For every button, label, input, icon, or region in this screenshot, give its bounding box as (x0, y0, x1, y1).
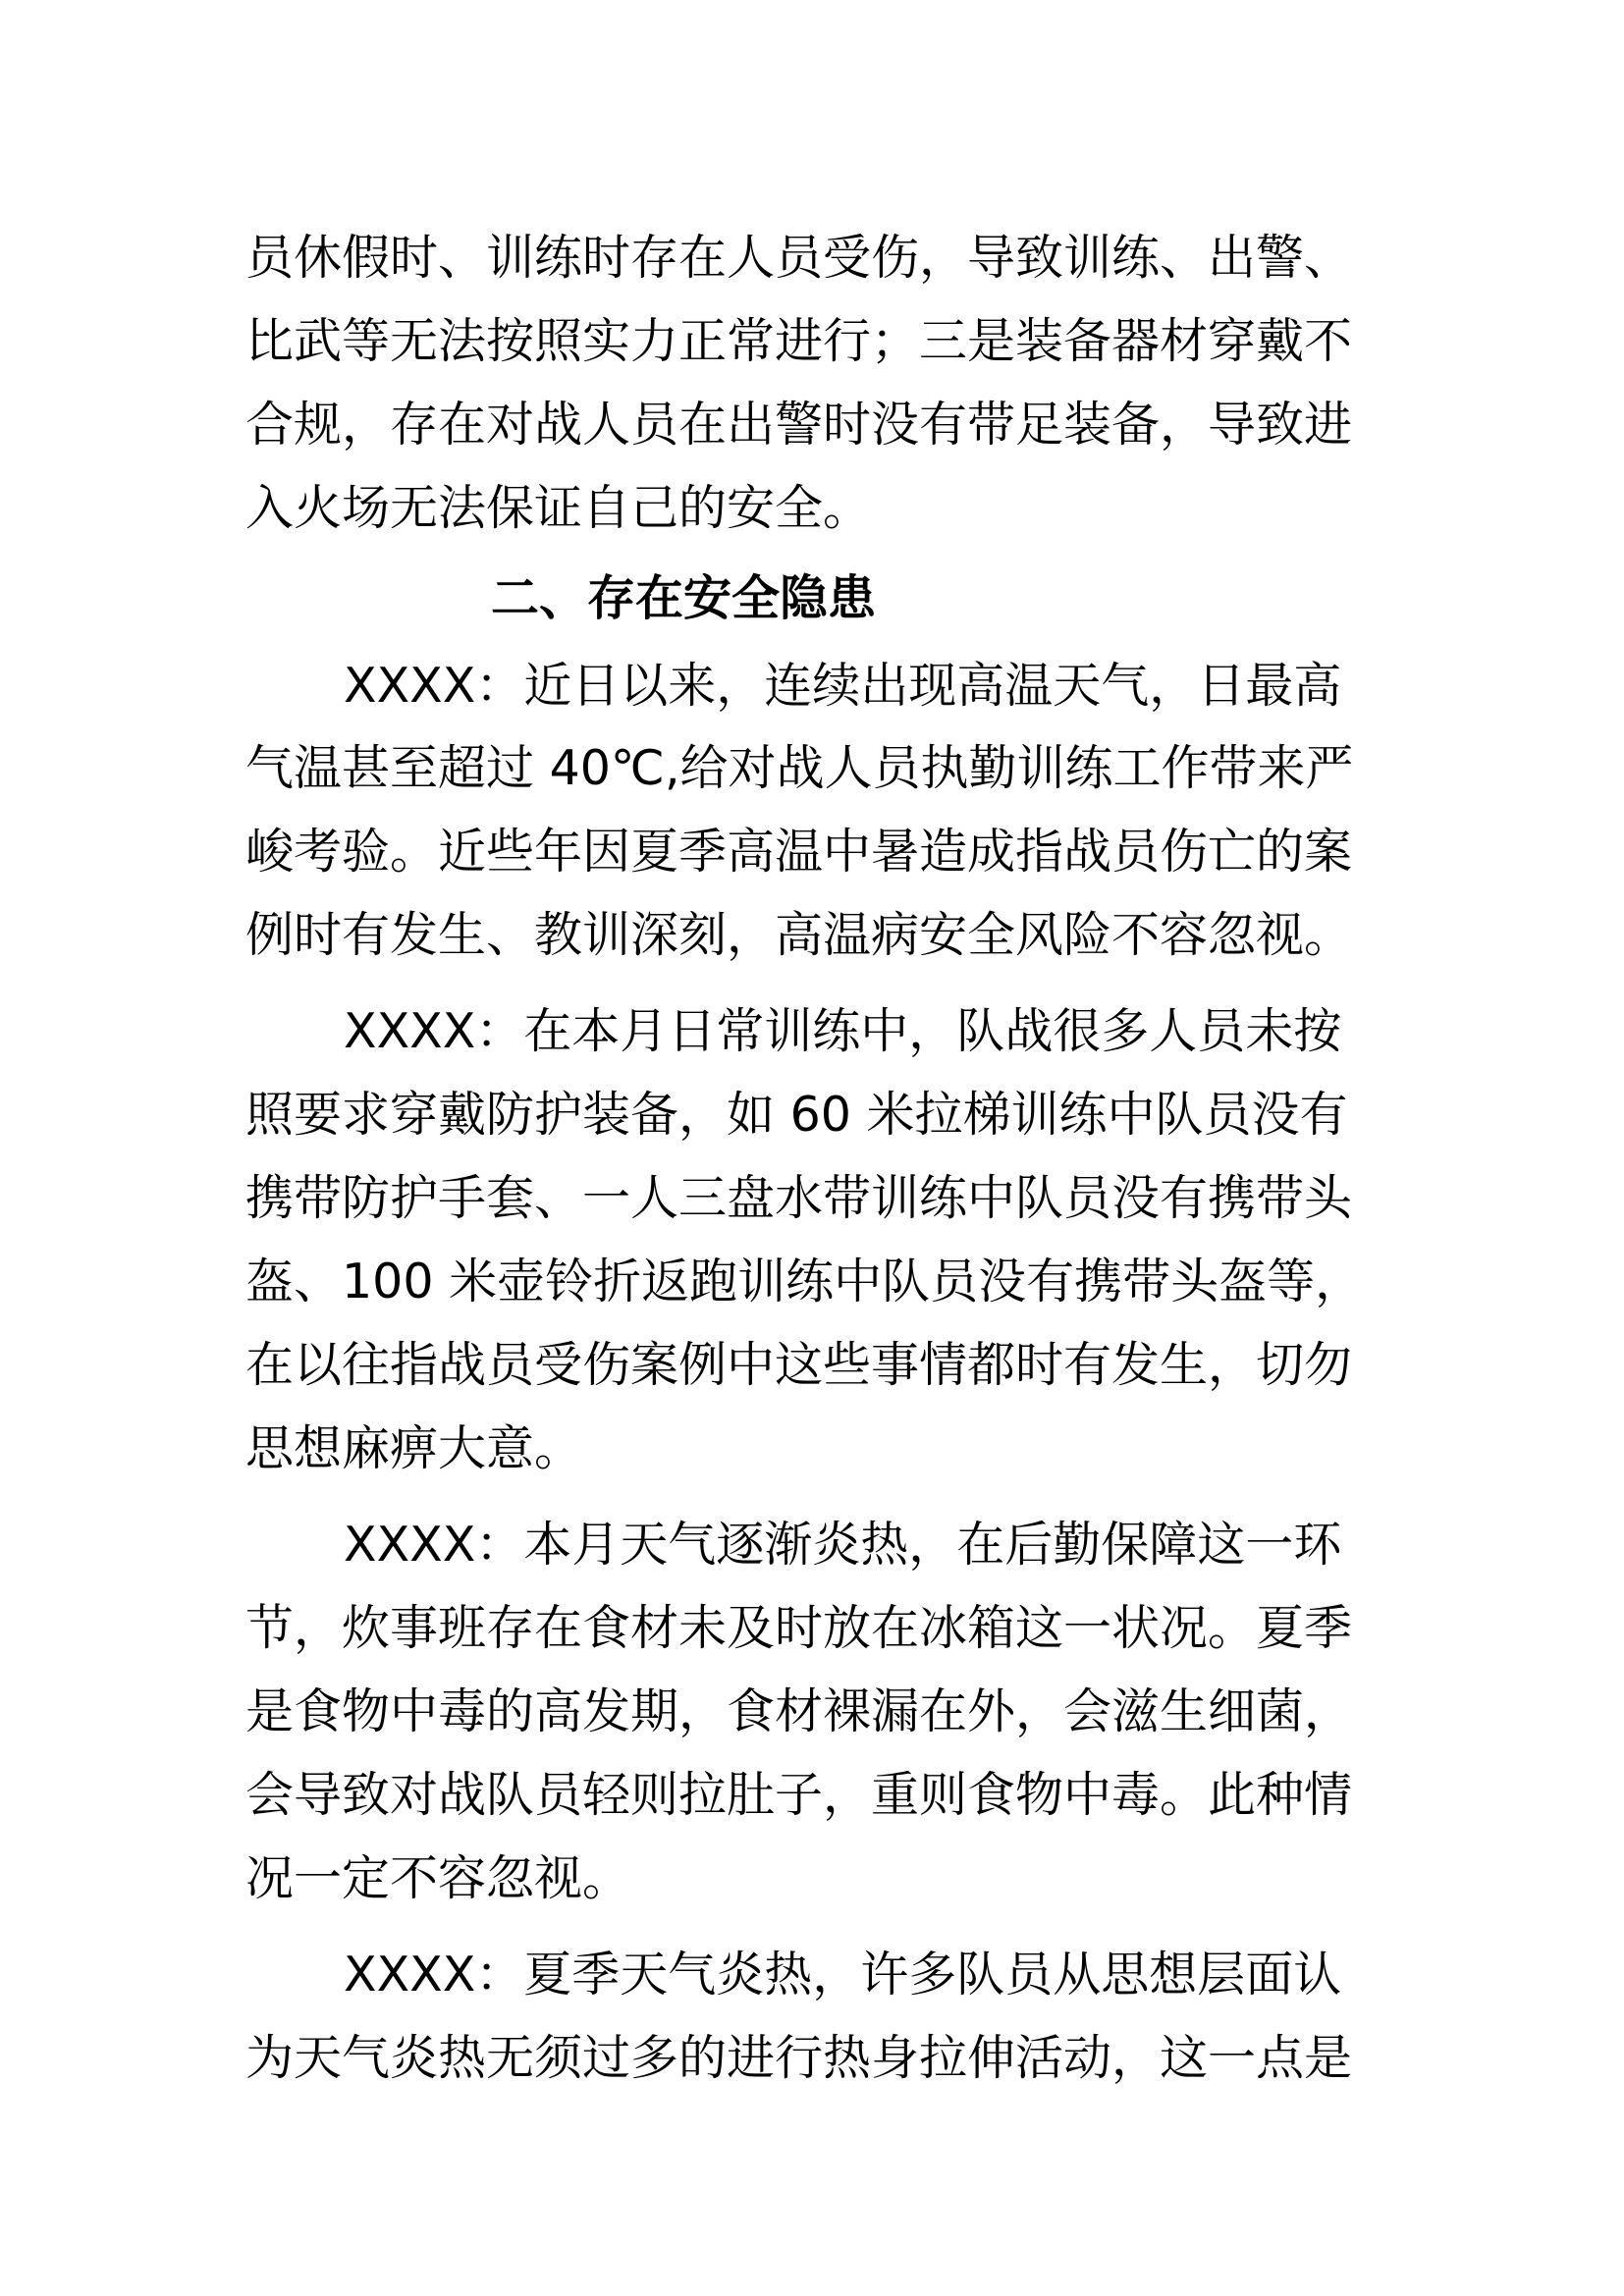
text-line: XXXX：在本月日常训练中，队战很多人员未按 (344, 1003, 1342, 1059)
text-line: 入火场无法保证自己的安全。 (245, 480, 872, 536)
text-line: 是食物中毒的高发期，食材裸漏在外，会滋生细菌， (245, 1683, 1353, 1739)
text-line: 会导致对战队员轻则拉肚子，重则食物中毒。此种情 (245, 1767, 1353, 1823)
text-line: 在以往指战员受伤案例中这些事情都时有发生，切勿 (245, 1337, 1353, 1393)
text-line: XXXX：夏季天气炎热，许多队员从思想层面认 (344, 1947, 1342, 2002)
text-line: 节，炊事班存在食材未及时放在冰箱这一状况。夏季 (245, 1600, 1353, 1656)
text-line: 比武等无法按照实力正常进行；三是装备器材穿戴不 (245, 313, 1353, 369)
section-heading: 二、存在安全隐患 (491, 570, 877, 626)
text-line: 思想麻痹大意。 (245, 1420, 583, 1476)
text-line: XXXX：本月天气逐渐炎热，在后勤保障这一环 (344, 1517, 1342, 1573)
text-line: 携带防护手套、一人三盘水带训练中队员没有携带头 (245, 1170, 1353, 1226)
text-line: 合规，存在对战人员在出警时没有带足装备，导致进 (245, 397, 1353, 453)
text-line: 况一定不容忽视。 (245, 1850, 631, 1906)
text-line: 照要求穿戴防护装备，如 60 米拉梯训练中队员没有 (245, 1087, 1348, 1143)
text-line: XXXX：近日以来，连续出现高温天气，日最高 (344, 658, 1342, 714)
text-line: 盔、100 米壶铃折返跑训练中队员没有携带头盔等， (245, 1254, 1364, 1309)
text-line: 气温甚至超过 40℃,给对战人员执勤训练工作带来严 (245, 740, 1354, 796)
text-line: 例时有发生、教训深刻，高温病安全风险不容忽视。 (245, 907, 1353, 963)
text-line: 峻考验。近些年因夏季高温中暑造成指战员伤亡的案 (245, 824, 1353, 880)
text-line: 员休假时、训练时存在人员受伤，导致训练、出警、 (245, 230, 1353, 286)
text-line: 为天气炎热无须过多的进行热身拉伸活动，这一点是 (245, 2030, 1353, 2086)
